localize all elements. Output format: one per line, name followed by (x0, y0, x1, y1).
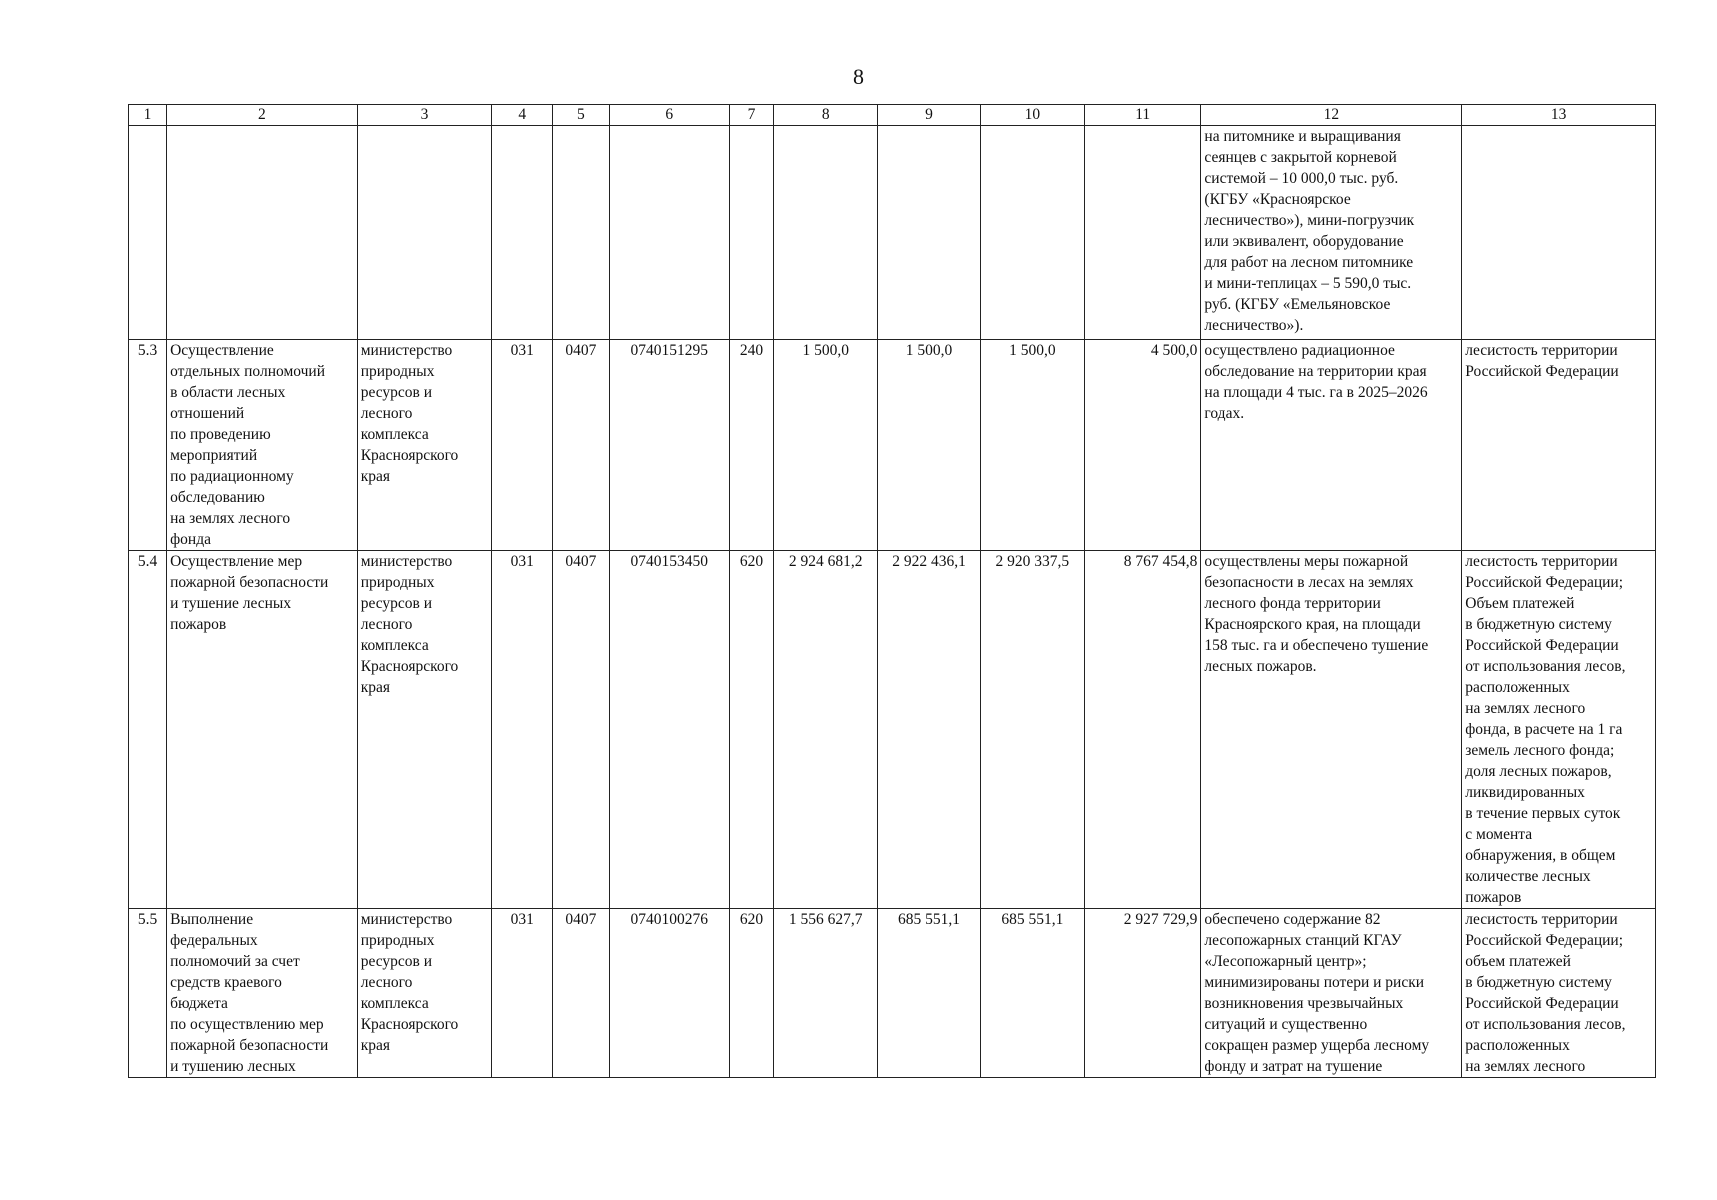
executor: министерство природных ресурсов и лесного комплекса Красноярского края (357, 340, 491, 551)
indicator-cell: лесистость территории Российской Федерации (1462, 340, 1656, 551)
table-row (129, 340, 1656, 551)
amount-year-1: 2 924 681,2 (774, 551, 878, 909)
header-row (129, 105, 1656, 126)
row-number: 5.4 (129, 551, 167, 909)
amount-year-2: 1 500,0 (878, 340, 980, 551)
page-number: 8 (853, 64, 864, 89)
indicator-cell: лесистость территории Российской Федерации; объем платежей в бюджетную систему Российской Федерации от использования лесов, расположенных на землях лесного (1462, 909, 1656, 1078)
col-header-4: 4 (492, 105, 553, 126)
row-number: 5.5 (129, 909, 167, 1078)
code-target: 0740100276 (609, 909, 729, 1078)
col-header-1: 1 (129, 105, 167, 126)
activity-name: Выполнение федеральных полномочий за счет средств краевого бюджета по осуществлению мер пожарной безопасности и тушению лесных (167, 909, 358, 1078)
code-grbs: 031 (492, 909, 553, 1078)
code-expense: 620 (729, 909, 773, 1078)
amount-year-2: 2 922 436,1 (878, 551, 980, 909)
program-table (128, 104, 1656, 1078)
executor: министерство природных ресурсов и лесного комплекса Красноярского края (357, 909, 491, 1078)
indicator-cell: лесистость территории Российской Федерации; Объем платежей в бюджетную систему Российской Федерации от использования лесов, расположенных на землях лесного фонда, в расчете на 1 га земель лесного фонда; доля лесных пожаров, ликвидированных в течение первых суток с момента обнаружения, в общем количестве лесных пожаров (1462, 551, 1656, 909)
result-cell: осуществлены меры пожарной безопасности в лесах на землях лесного фонда территории Красноярского края, на площади 158 тыс. га и обеспечено тушение лесных пожаров. (1201, 551, 1462, 909)
code-section: 0407 (553, 909, 609, 1078)
activity-name: Осуществление отдельных полномочий в области лесных отношений по проведению мероприятий по радиационному обследованию на землях лесного фонда (167, 340, 358, 551)
col-header-2: 2 (167, 105, 358, 126)
col-header-6: 6 (609, 105, 729, 126)
code-section: 0407 (553, 340, 609, 551)
col-header-12: 12 (1201, 105, 1462, 126)
code-target: 0740153450 (609, 551, 729, 909)
table-row (129, 909, 1656, 1078)
col-header-9: 9 (878, 105, 980, 126)
amount-year-1: 1 556 627,7 (774, 909, 878, 1078)
amount-year-3: 1 500,0 (980, 340, 1084, 551)
amount-total: 2 927 729,9 (1085, 909, 1201, 1078)
amount-total: 4 500,0 (1085, 340, 1201, 551)
table-row (129, 551, 1656, 909)
code-section: 0407 (553, 551, 609, 909)
col-header-3: 3 (357, 105, 491, 126)
col-header-7: 7 (729, 105, 773, 126)
code-expense: 620 (729, 551, 773, 909)
result-cell: осуществлено радиационное обследование на территории края на площади 4 тыс. га в 2025–2026 годах. (1201, 340, 1462, 551)
col-header-10: 10 (980, 105, 1084, 126)
row-number: 5.3 (129, 340, 167, 551)
col-header-13: 13 (1462, 105, 1656, 126)
col-header-8: 8 (774, 105, 878, 126)
col-header-5: 5 (553, 105, 609, 126)
result-cell: обеспечено содержание 82 лесопожарных станций КГАУ «Лесопожарный центр»; минимизированы потери и риски возникновения чрезвычайных ситуаций и существенно сокращен размер ущерба лесному фонду и затрат на тушение (1201, 909, 1462, 1078)
amount-year-3: 2 920 337,5 (980, 551, 1084, 909)
code-expense: 240 (729, 340, 773, 551)
amount-year-1: 1 500,0 (774, 340, 878, 551)
amount-year-3: 685 551,1 (980, 909, 1084, 1078)
code-grbs: 031 (492, 340, 553, 551)
table-row-continuation (129, 126, 1656, 340)
col-header-11: 11 (1085, 105, 1201, 126)
code-target: 0740151295 (609, 340, 729, 551)
activity-name: Осуществление мер пожарной безопасности и тушение лесных пожаров (167, 551, 358, 909)
amount-year-2: 685 551,1 (878, 909, 980, 1078)
code-grbs: 031 (492, 551, 553, 909)
result-cell: на питомнике и выращивания сеянцев с закрытой корневой системой – 10 000,0 тыс. руб. (КГБУ «Красноярское лесничество»), мини-погрузчик или эквивалент, оборудование для работ на лесном питомнике и мини-теплицах – 5 590,0 тыс. руб. (КГБУ «Емельяновское лесничество»). (1201, 126, 1462, 340)
amount-total: 8 767 454,8 (1085, 551, 1201, 909)
executor: министерство природных ресурсов и лесного комплекса Красноярского края (357, 551, 491, 909)
